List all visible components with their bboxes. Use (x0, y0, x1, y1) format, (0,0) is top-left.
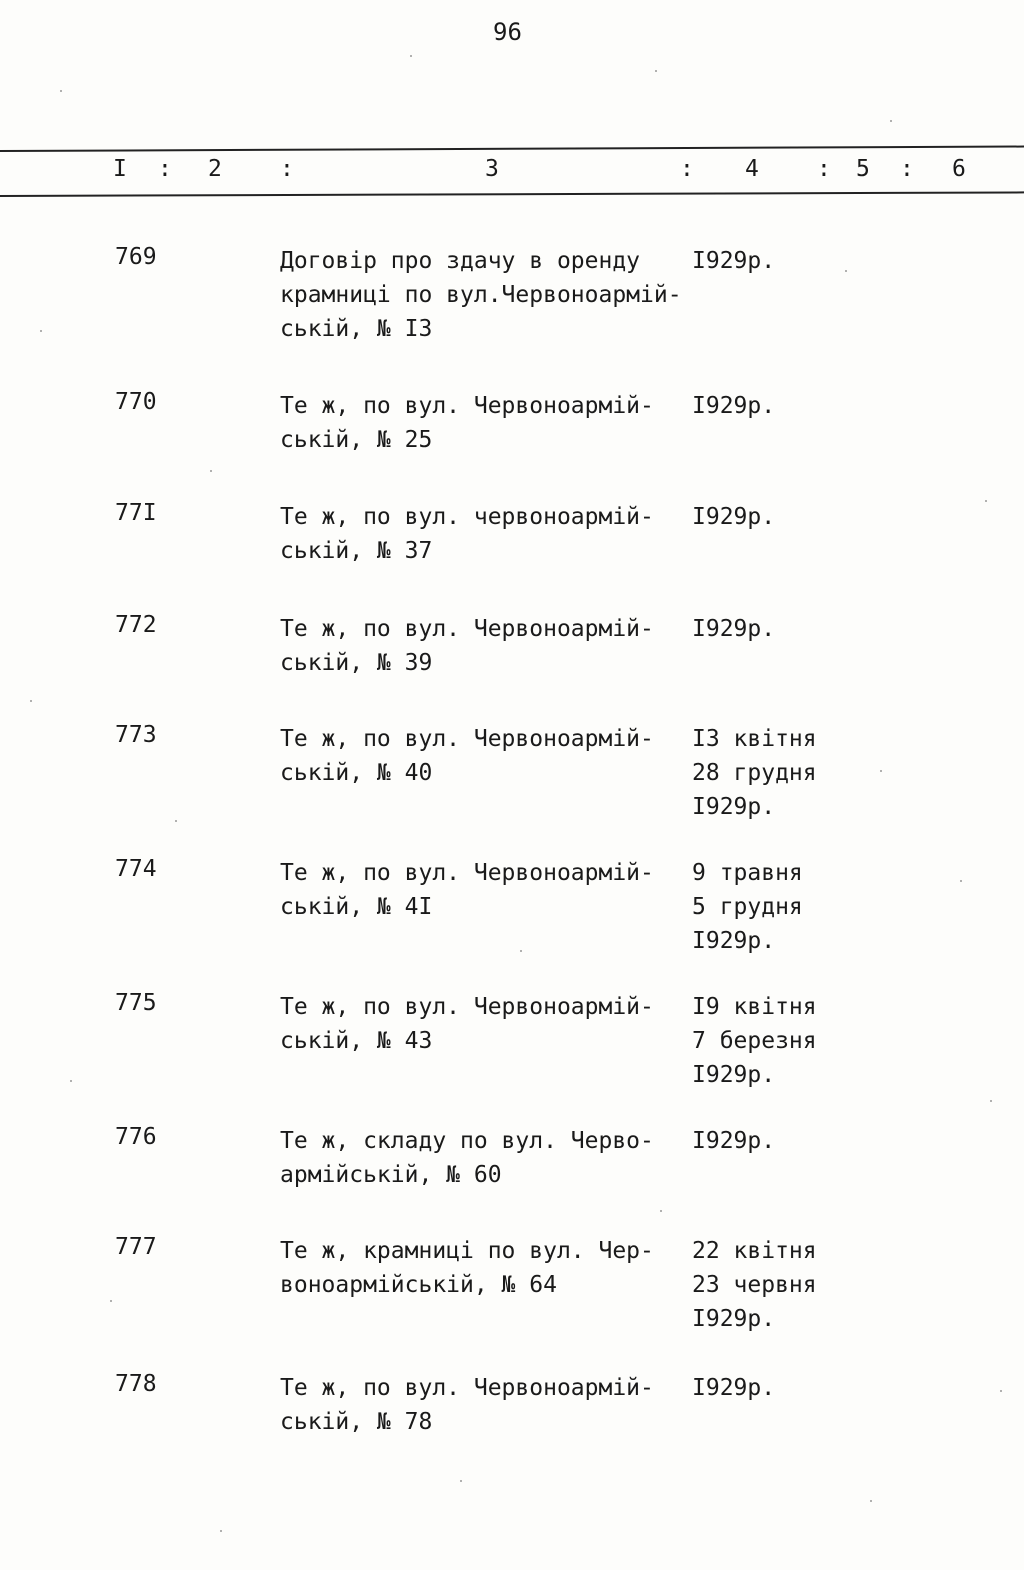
row-date: I929р. (692, 1128, 776, 1154)
row-description: Те ж, по вул. червоноармій- ськiй, № 37 (280, 504, 654, 564)
header-separator: : (900, 156, 914, 182)
row-date: I929р. (692, 393, 776, 419)
row-number: 772 (115, 612, 157, 638)
row-description: Те ж, по вул. Червоноармій- ськiй, № 25 (280, 393, 654, 453)
row-description: Те ж, складу по вул. Черво- армійській, № 60 (280, 1128, 654, 1188)
row-number: 776 (115, 1124, 157, 1150)
header-col-3: 3 (485, 156, 499, 182)
header-col-4: 4 (745, 156, 759, 182)
row-number: 777 (115, 1234, 157, 1260)
row-number: 778 (115, 1371, 157, 1397)
row-date: I929р. (692, 248, 776, 274)
row-date: I929р. (692, 504, 776, 530)
row-number: 775 (115, 990, 157, 1016)
table-header-rule (0, 191, 1024, 197)
row-date: 22 квітня 23 червня I929р. (692, 1238, 817, 1332)
row-description: Договір про здачу в оренду крамниці по вул.Червоноармій- ськiй, № I3 (280, 248, 682, 342)
row-number: 77I (115, 500, 157, 526)
row-number: 770 (115, 389, 157, 415)
row-number: 769 (115, 244, 157, 270)
header-separator: : (280, 156, 294, 182)
header-separator: : (680, 156, 694, 182)
row-description: Те ж, по вул. Червоноармій- ськiй, № 4I (280, 860, 654, 920)
row-description: Те ж, по вул. Червоноармій- ськiй, № 78 (280, 1375, 654, 1435)
row-number: 773 (115, 722, 157, 748)
row-date: I929р. (692, 616, 776, 642)
header-separator: : (158, 156, 172, 182)
page-number: 96 (493, 18, 522, 46)
header-col-2: 2 (208, 156, 222, 182)
row-description: Те ж, крамниці по вул. Чер- воноармійській, № 64 (280, 1238, 654, 1298)
row-date: 9 травня 5 грудня I929р. (692, 860, 803, 954)
header-col-1: I (113, 156, 127, 182)
row-description: Те ж, по вул. Червоноармій- ськiй, № 39 (280, 616, 654, 676)
row-description: Те ж, по вул. Червоноармій- ськiй, № 43 (280, 994, 654, 1054)
header-separator: : (817, 156, 831, 182)
header-col-5: 5 (856, 156, 870, 182)
row-date: I9 квітня 7 березня I929р. (692, 994, 817, 1088)
row-number: 774 (115, 856, 157, 882)
row-date: I929р. (692, 1375, 776, 1401)
row-description: Те ж, по вул. Червоноармій- ськiй, № 40 (280, 726, 654, 786)
header-col-6: 6 (952, 156, 966, 182)
table-top-rule (0, 146, 1024, 152)
row-date: I3 квітня 28 грудня I929р. (692, 726, 817, 820)
